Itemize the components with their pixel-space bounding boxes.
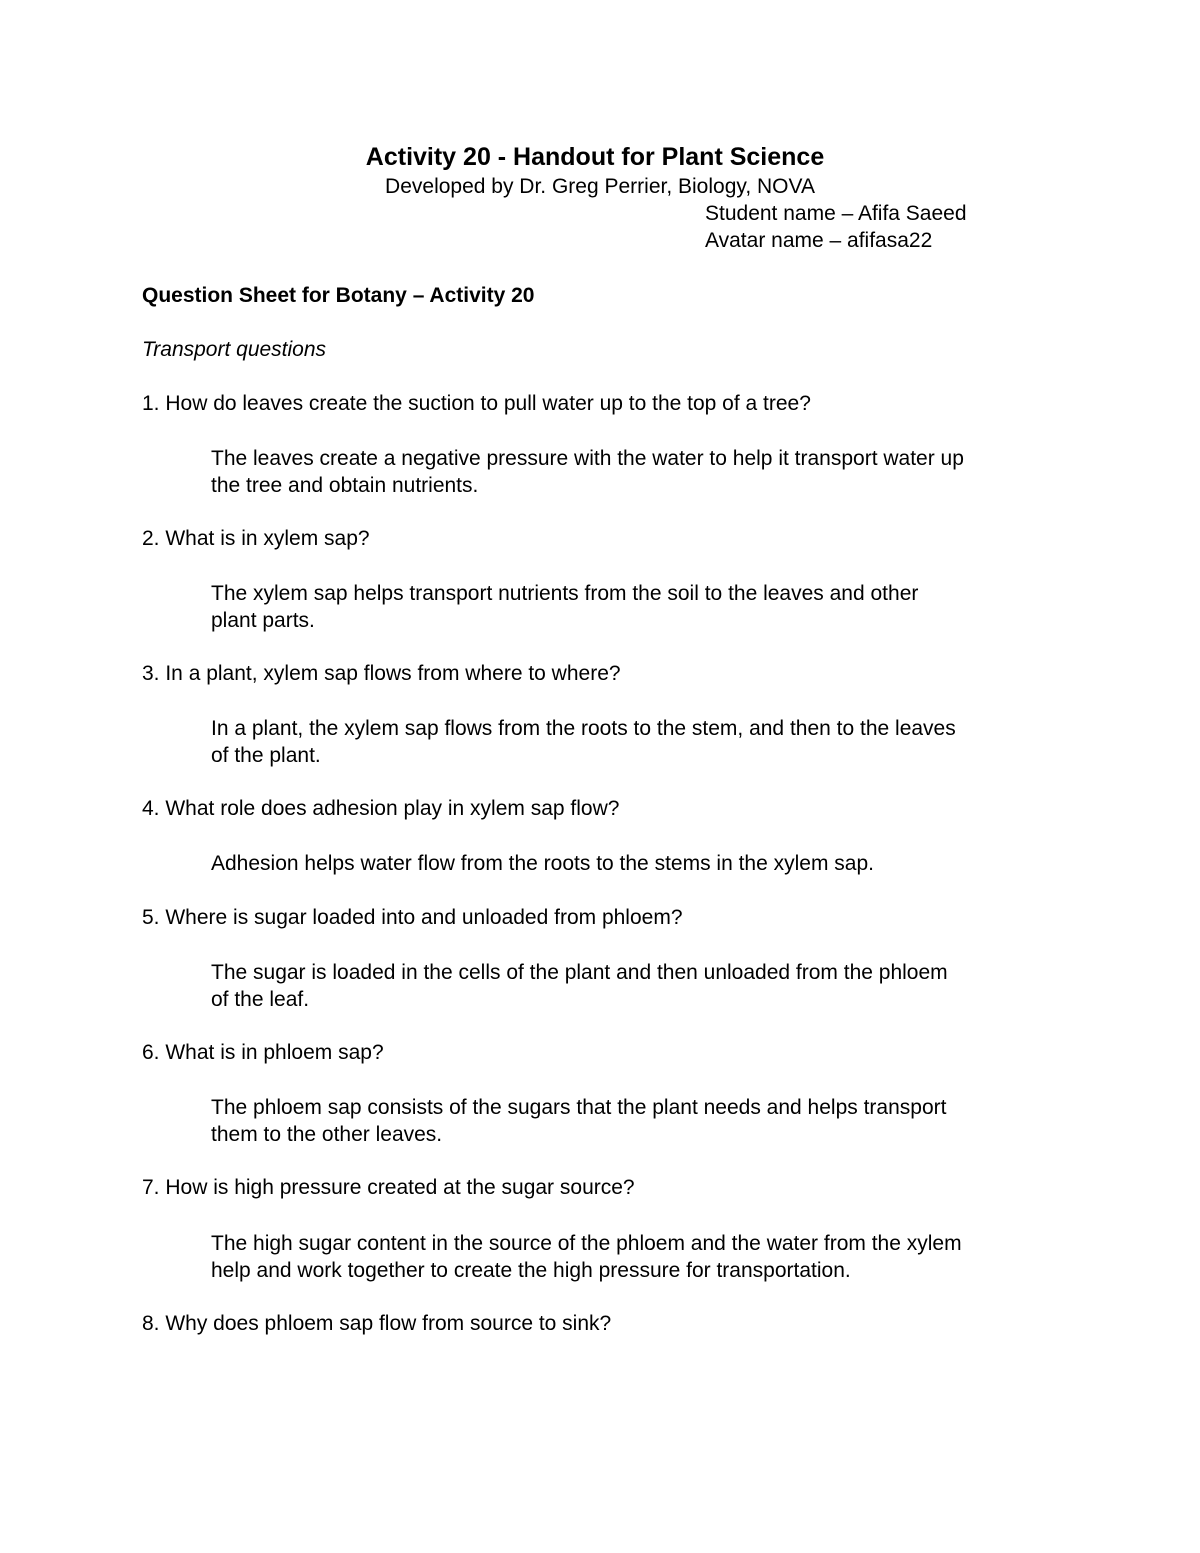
document-title: Activity 20 - Handout for Plant Science <box>365 143 825 171</box>
answer-5-line-1: The sugar is loaded in the cells of the plant and then unloaded from the phloem <box>211 961 948 984</box>
answer-5-line-2: of the leaf. <box>211 988 310 1011</box>
avatar-name: Avatar name – afifasa22 <box>705 229 933 252</box>
answer-5 <box>211 959 1081 1013</box>
answer-3-line-1: In a plant, the xylem sap flows from the roots to the stem, and then to the leaves <box>211 717 956 740</box>
question-1: 1. How do leaves create the suction to pull water up to the top of a tree? <box>142 392 811 415</box>
answer-2 <box>211 580 1081 634</box>
answer-2-line-2: plant parts. <box>211 609 315 632</box>
question-5: 5. Where is sugar loaded into and unloaded from phloem? <box>142 906 683 929</box>
answer-1 <box>211 445 1081 499</box>
sheet-heading: Question Sheet for Botany – Activity 20 <box>142 284 535 307</box>
answer-7-line-2: help and work together to create the high pressure for transportation. <box>211 1259 851 1282</box>
section-label: Transport questions <box>142 338 327 361</box>
question-6: 6. What is in phloem sap? <box>142 1041 384 1064</box>
answer-3 <box>211 715 1081 769</box>
answer-4 <box>211 850 1081 877</box>
answer-7 <box>211 1230 1081 1284</box>
document-subtitle: Developed by Dr. Greg Perrier, Biology, NOVA <box>385 175 815 198</box>
answer-1-line-2: the tree and obtain nutrients. <box>211 474 479 497</box>
answer-2-line-1: The xylem sap helps transport nutrients from the soil to the leaves and other <box>211 582 919 605</box>
answer-4-line-1: Adhesion helps water flow from the roots to the stems in the xylem sap. <box>211 852 874 875</box>
question-2: 2. What is in xylem sap? <box>142 527 370 550</box>
answer-6 <box>211 1094 1081 1148</box>
answer-7-line-1: The high sugar content in the source of the phloem and the water from the xylem <box>211 1232 962 1255</box>
question-7: 7. How is high pressure created at the sugar source? <box>142 1176 635 1199</box>
question-8: 8. Why does phloem sap flow from source to sink? <box>142 1312 612 1335</box>
answer-6-line-1: The phloem sap consists of the sugars that the plant needs and helps transport <box>211 1096 947 1119</box>
question-4: 4. What role does adhesion play in xylem sap flow? <box>142 797 620 820</box>
question-3: 3. In a plant, xylem sap flows from where to where? <box>142 662 621 685</box>
answer-1-line-1: The leaves create a negative pressure with the water to help it transport water up <box>211 447 964 470</box>
answer-3-line-2: of the plant. <box>211 744 321 767</box>
answer-6-line-2: them to the other leaves. <box>211 1123 443 1146</box>
student-name: Student name – Afifa Saeed <box>705 202 967 225</box>
